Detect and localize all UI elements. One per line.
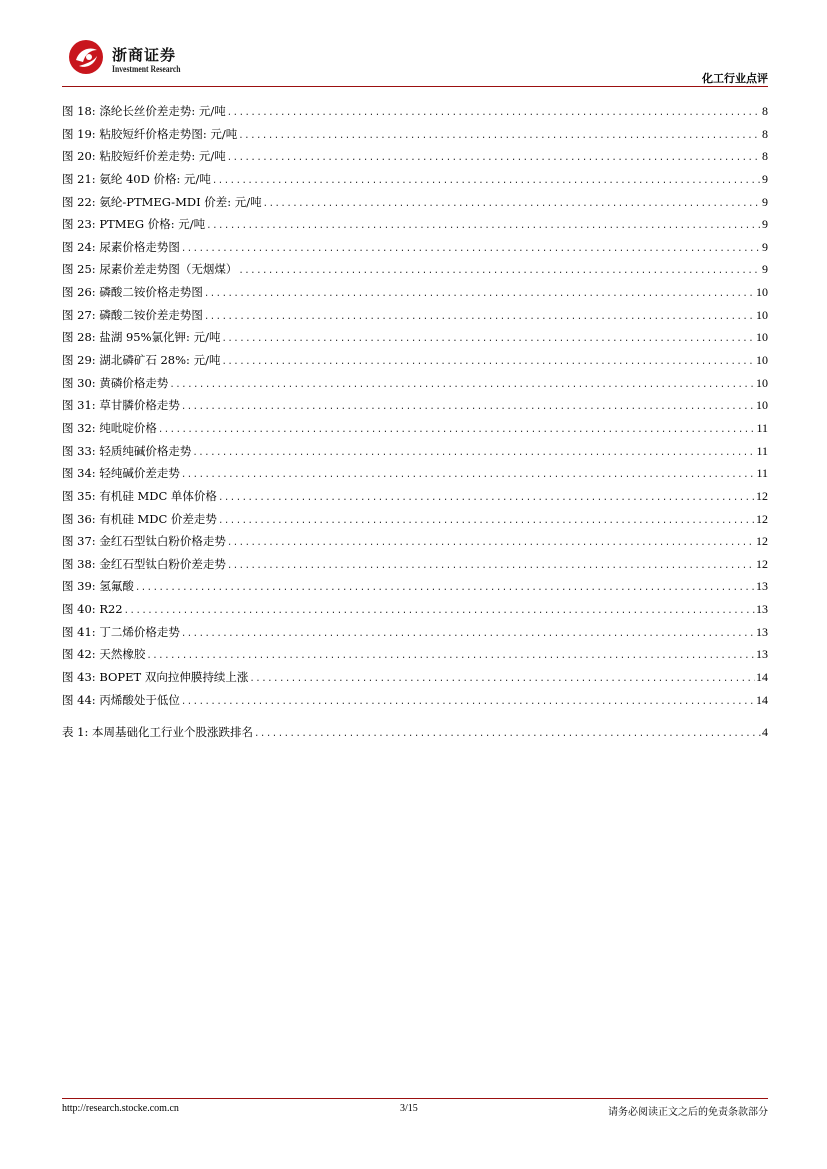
figure-toc-entry[interactable]	[62, 578, 768, 601]
toc-entry-label: 图 26: 磷酸二铵价格走势图	[62, 285, 203, 300]
dot-leader	[181, 470, 756, 480]
dot-leader	[238, 266, 761, 276]
dot-leader	[181, 629, 755, 639]
brand-name-en: Investment Research	[112, 64, 181, 74]
toc-entry-page: 13	[756, 624, 768, 639]
dot-leader	[238, 131, 761, 141]
toc-entry-label: 图 33: 轻质纯碱价格走势	[62, 443, 192, 458]
page-footer	[62, 1103, 768, 1119]
figure-toc-entry[interactable]	[62, 261, 768, 284]
toc-entry-page: 13	[756, 602, 768, 617]
toc-entry-label: 图 40: R22	[62, 602, 123, 617]
dot-leader	[227, 538, 755, 548]
footer-divider	[62, 1098, 768, 1099]
toc-entry-page: 9	[762, 239, 768, 254]
brand-name-cn: 浙商证券	[112, 46, 177, 64]
toc-entry-label: 图 35: 有机硅 MDC 单体价格	[62, 488, 217, 503]
toc-entry-page: 4	[762, 725, 768, 739]
toc-entry-page: 12	[756, 488, 768, 503]
dot-leader	[192, 448, 755, 458]
report-category: 化工行业点评	[702, 72, 768, 85]
figure-toc-entry[interactable]	[62, 216, 768, 239]
toc-entry-page: 10	[756, 353, 768, 368]
toc-entry-page: 14	[756, 692, 768, 707]
dot-leader	[158, 425, 756, 435]
dot-leader	[263, 199, 761, 209]
toc-entry-label: 图 27: 磷酸二铵价差走势图	[62, 307, 203, 322]
toc-entry-page: 14	[756, 670, 768, 685]
toc-entry-label: 图 20: 粘胶短纤价差走势: 元/吨	[62, 149, 226, 164]
toc-entry-label: 图 18: 涤纶长丝价差走势: 元/吨	[62, 104, 226, 118]
figure-toc-entry[interactable]	[62, 488, 768, 511]
toc-entry-page: 10	[756, 375, 768, 390]
toc-entry-label: 表 1: 本周基础化工行业个股涨跌排名	[62, 725, 254, 739]
dot-leader	[146, 651, 755, 661]
toc-entry-label: 图 25: 尿素价差走势图（无烟煤）	[62, 262, 238, 277]
figure-toc-entry[interactable]	[62, 533, 768, 556]
footer-url-link[interactable]: http://research.stocke.com.cn	[62, 1103, 179, 1114]
figure-toc-entry[interactable]	[62, 329, 768, 352]
table-toc-entry[interactable]	[62, 724, 768, 747]
figure-toc-entry[interactable]	[62, 646, 768, 669]
figure-toc-entry[interactable]	[62, 307, 768, 330]
figure-toc-entry[interactable]	[62, 624, 768, 647]
dot-leader	[181, 697, 755, 707]
toc-entry-page: 9	[762, 171, 768, 186]
dot-leader	[212, 176, 761, 186]
figure-toc-entry[interactable]	[62, 601, 768, 624]
figure-toc-entry[interactable]	[62, 239, 768, 262]
dot-leader	[221, 334, 755, 344]
toc-entry-label: 图 22: 氨纶-PTMEG-MDI 价差: 元/吨	[62, 194, 262, 209]
dot-leader	[181, 402, 755, 412]
toc-entry-page: 11	[756, 466, 768, 481]
toc-entry-label: 图 37: 金红石型钛白粉价格走势	[62, 534, 226, 549]
figure-toc-entry[interactable]	[62, 397, 768, 420]
dot-leader	[249, 674, 755, 684]
figure-toc-entry[interactable]	[62, 194, 768, 217]
toc-entry-label: 图 34: 轻纯碱价差走势	[62, 466, 180, 481]
dot-leader	[124, 606, 755, 616]
dot-leader	[254, 729, 761, 739]
dot-leader	[204, 312, 755, 322]
toc-entry-page: 9	[762, 194, 768, 209]
figure-toc-entry[interactable]	[62, 511, 768, 534]
toc-entry-label: 图 23: PTMEG 价格: 元/吨	[62, 217, 206, 232]
dot-leader	[204, 289, 755, 299]
toc-entry-label: 图 36: 有机硅 MDC 价差走势	[62, 511, 217, 526]
toc-entry-page: 8	[762, 126, 768, 141]
toc-entry-label: 图 39: 氢氟酸	[62, 579, 134, 594]
toc-entry-page: 10	[756, 330, 768, 345]
company-logo-icon	[67, 38, 105, 76]
toc-entry-label: 图 32: 纯吡啶价格	[62, 420, 157, 435]
figure-toc-entry[interactable]	[62, 352, 768, 375]
figure-toc-entry[interactable]	[62, 556, 768, 579]
toc-entry-page: 12	[756, 556, 768, 571]
toc-entry-page: 10	[756, 285, 768, 300]
toc-entry-page: 10	[756, 307, 768, 322]
toc-entry-label: 图 43: BOPET 双向拉伸膜持续上涨	[62, 670, 249, 685]
toc-entry-label: 图 38: 金红石型钛白粉价差走势	[62, 556, 226, 571]
toc-entry-page: 12	[756, 511, 768, 526]
figure-toc-entry[interactable]	[62, 420, 768, 443]
figure-toc-entry[interactable]	[62, 443, 768, 466]
toc-entry-label: 图 41: 丁二烯价格走势	[62, 624, 180, 639]
figure-toc-entry[interactable]	[62, 465, 768, 488]
page-header	[62, 36, 768, 88]
dot-leader	[218, 516, 755, 526]
dot-leader	[227, 561, 755, 571]
toc-entry-label: 图 21: 氨纶 40D 价格: 元/吨	[62, 171, 211, 186]
toc-entry-label: 图 30: 黄磷价格走势	[62, 375, 169, 390]
table-list	[62, 724, 768, 747]
dot-leader	[181, 244, 761, 254]
toc-entry-label: 图 19: 粘胶短纤价格走势图: 元/吨	[62, 126, 238, 141]
toc-entry-label: 图 42: 天然橡胶	[62, 647, 146, 662]
figure-toc-entry[interactable]	[62, 148, 768, 171]
toc-entry-page: 11	[756, 420, 768, 435]
toc-entry-page: 8	[762, 149, 768, 164]
figure-toc-entry[interactable]	[62, 171, 768, 194]
header-divider	[62, 86, 768, 87]
toc-entry-page: 11	[756, 443, 768, 458]
dot-leader	[169, 380, 755, 390]
page-number: 3/15	[400, 1103, 418, 1114]
dot-leader	[206, 221, 761, 231]
toc-entry-label: 图 31: 草甘膦价格走势	[62, 398, 180, 413]
figure-toc-entry[interactable]	[62, 669, 768, 692]
dot-leader	[135, 583, 755, 593]
toc-entry-page: 9	[762, 217, 768, 232]
toc-entry-label: 图 24: 尿素价格走势图	[62, 239, 180, 254]
toc-entry-page: 12	[756, 534, 768, 549]
figure-toc-entry[interactable]	[62, 103, 768, 126]
toc-entry-page: 13	[756, 647, 768, 662]
figure-toc-entry[interactable]	[62, 284, 768, 307]
figure-toc-entry[interactable]	[62, 126, 768, 149]
toc-entry-label: 图 29: 湖北磷矿石 28%: 元/吨	[62, 353, 221, 368]
toc-entry-page: 8	[762, 104, 768, 118]
dot-leader	[218, 493, 755, 503]
toc-entry-page: 10	[756, 398, 768, 413]
dot-leader	[221, 357, 755, 367]
figure-toc-entry[interactable]	[62, 692, 768, 715]
toc-entry-page: 9	[762, 262, 768, 277]
figure-list	[62, 103, 768, 714]
figure-toc-entry[interactable]	[62, 375, 768, 398]
toc-entry-label: 图 28: 盐湖 95%氯化钾: 元/吨	[62, 330, 221, 345]
toc-entry-page: 13	[756, 579, 768, 594]
disclaimer-note: 请务必阅读正文之后的免责条款部分	[608, 1107, 768, 1118]
toc-entry-label: 图 44: 丙烯酸处于低位	[62, 692, 180, 707]
dot-leader	[227, 108, 761, 118]
dot-leader	[227, 153, 761, 163]
